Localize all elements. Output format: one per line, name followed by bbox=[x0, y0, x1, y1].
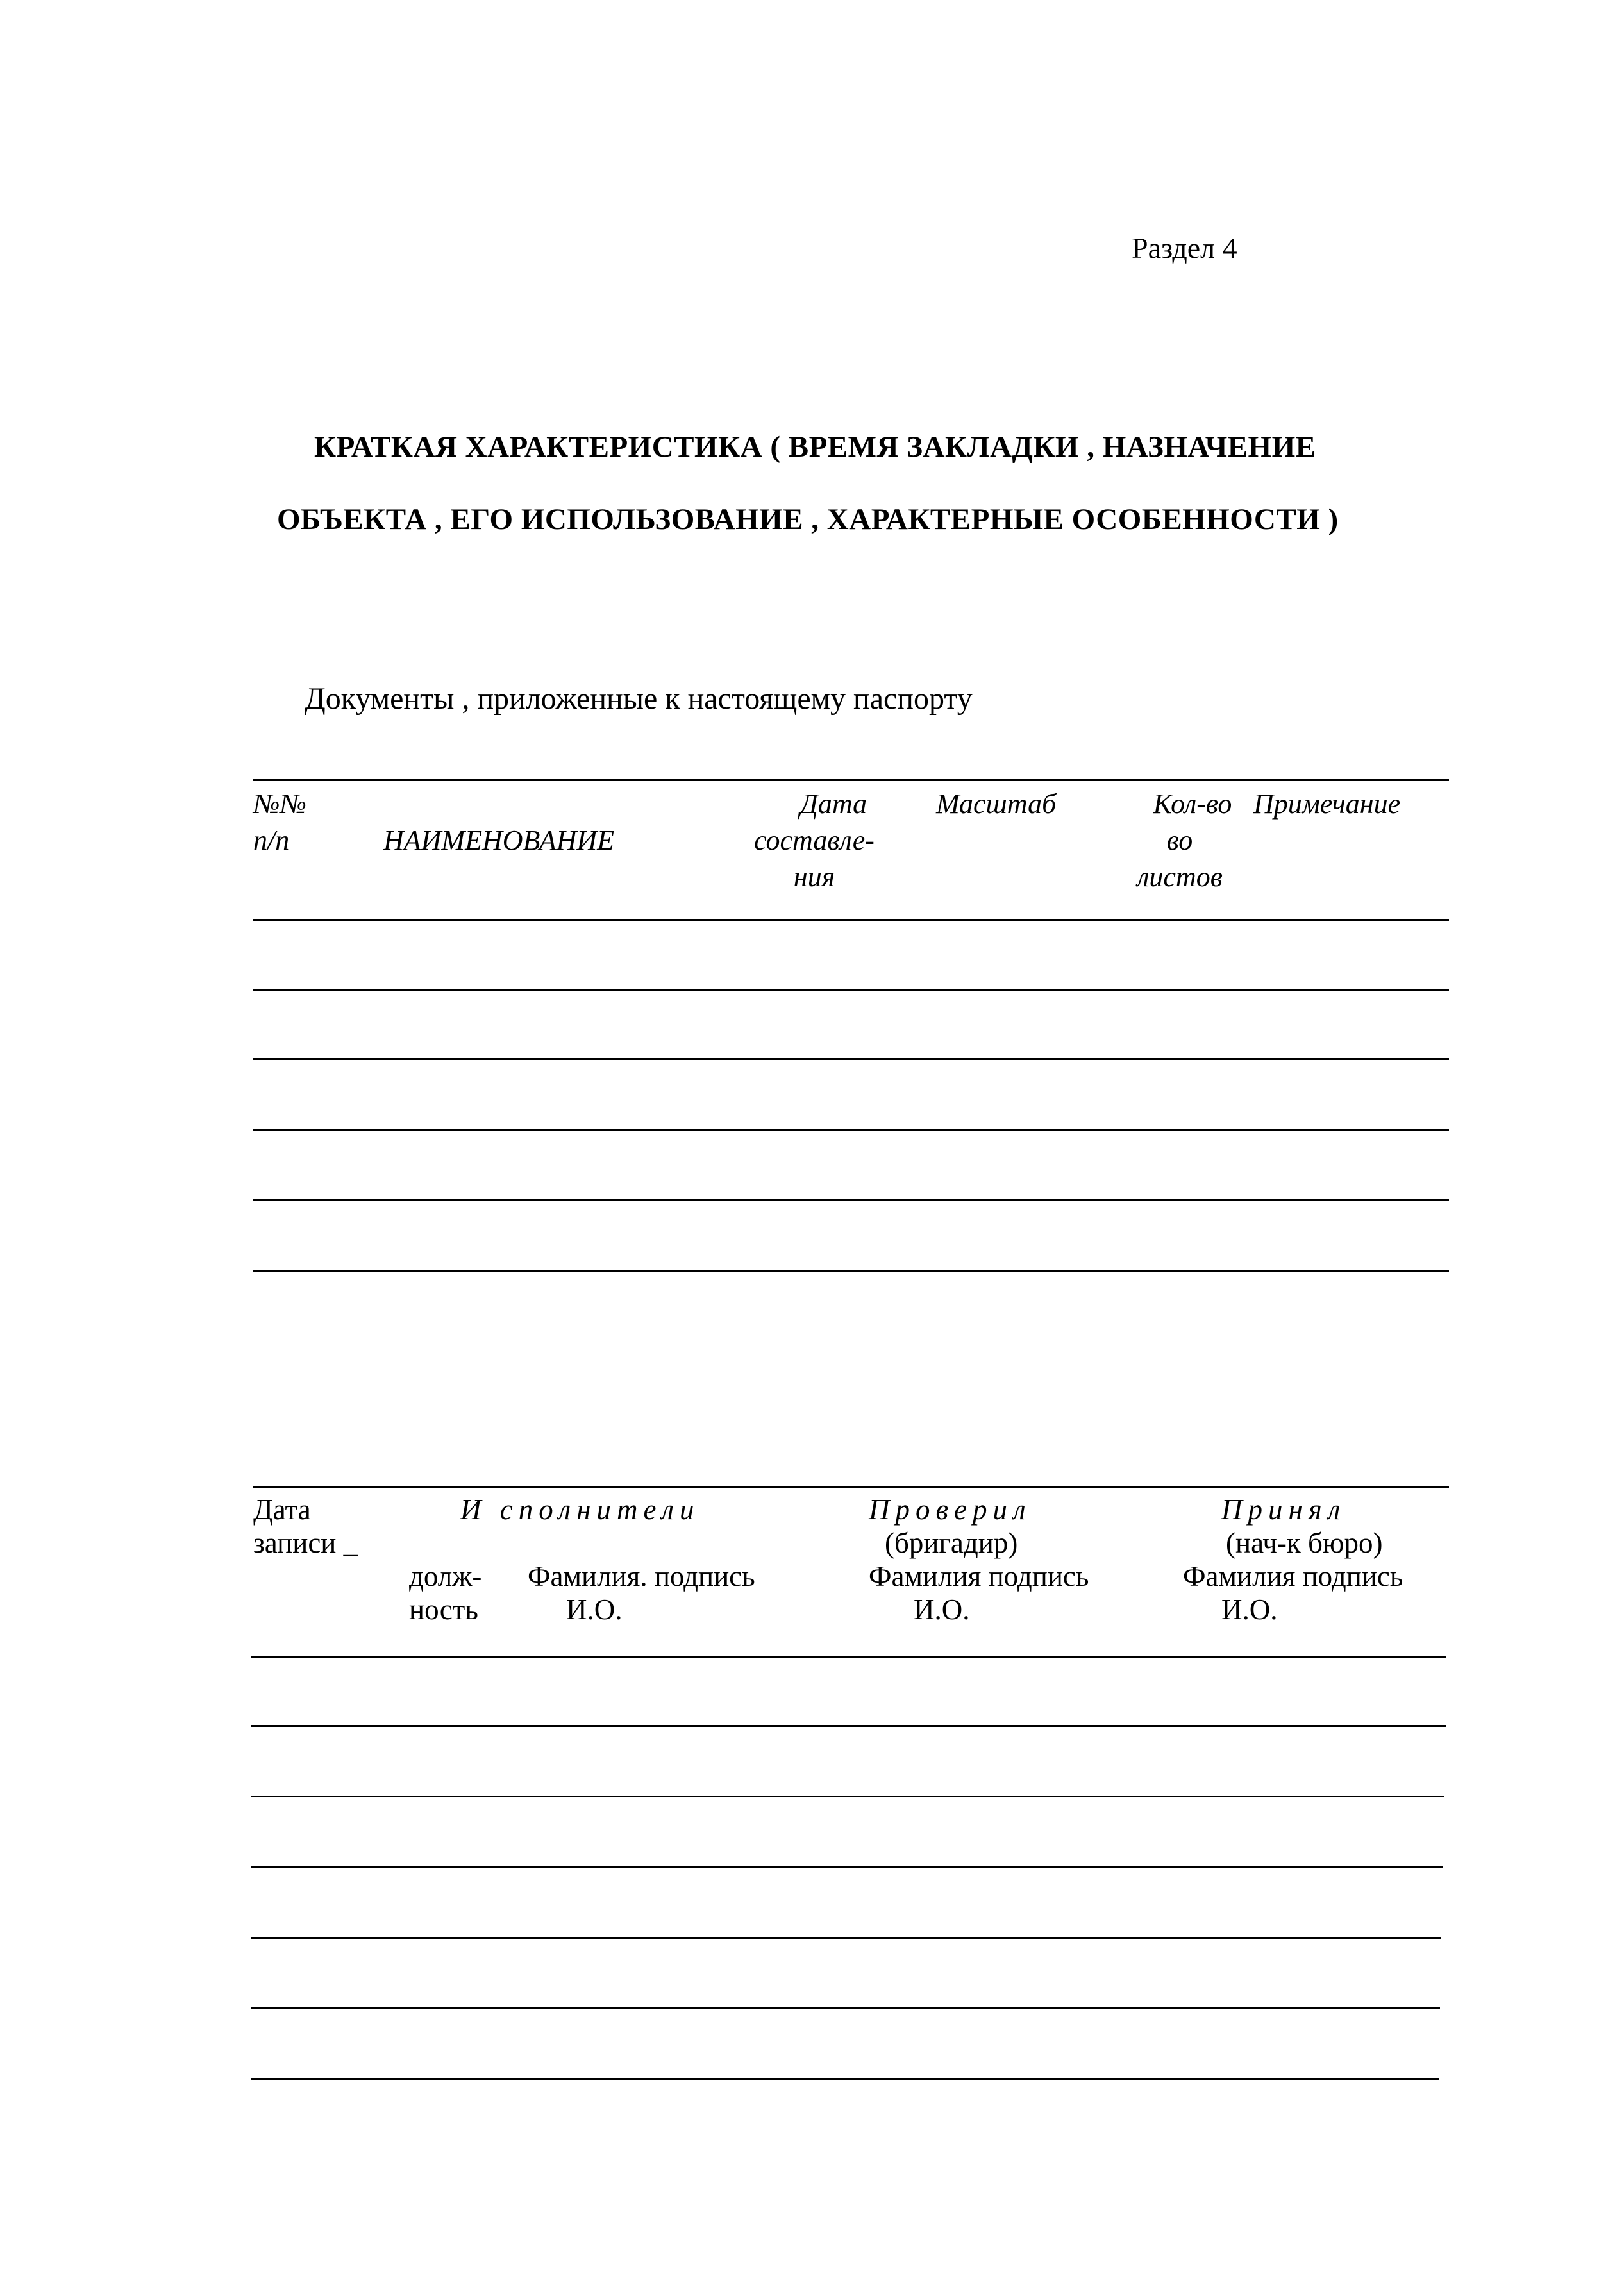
checked-title: Проверил bbox=[869, 1494, 1032, 1526]
checked-name-sign: Фамилия подпись И.О. bbox=[869, 1560, 1089, 1626]
table-row bbox=[251, 1937, 1441, 1939]
table-top-rule bbox=[253, 779, 1449, 781]
documents-caption: Документы , приложенные к настоящему паспорту bbox=[305, 682, 973, 716]
executors-position: долж- ность bbox=[409, 1560, 482, 1626]
table-row bbox=[251, 1725, 1446, 1727]
table-row bbox=[253, 919, 1449, 921]
page-title-line-1: КРАТКАЯ ХАРАКТЕРИСТИКА ( ВРЕМЯ ЗАКЛАДКИ , НАЗНАЧЕНИЕ bbox=[314, 430, 1316, 464]
sig-date-header: Дата записи _ bbox=[253, 1494, 358, 1559]
table-row bbox=[253, 1129, 1449, 1131]
header-num: №№ п/п bbox=[253, 788, 306, 856]
accepted-name-sign: Фамилия подпись И.О. bbox=[1183, 1560, 1403, 1626]
table-row bbox=[253, 1270, 1449, 1272]
accepted-role: (нач-к бюро) bbox=[1226, 1527, 1383, 1559]
header-scale: Масштаб bbox=[936, 788, 1057, 820]
table-row bbox=[251, 1656, 1446, 1658]
table-row bbox=[251, 2007, 1440, 2009]
accepted-title: Принял bbox=[1221, 1494, 1346, 1526]
header-name: НАИМЕНОВАНИЕ bbox=[383, 825, 615, 856]
checked-role: (бригадир) bbox=[885, 1527, 1018, 1559]
table-row bbox=[251, 1866, 1443, 1868]
signatures-top-rule bbox=[253, 1486, 1449, 1488]
table-row bbox=[253, 1058, 1449, 1060]
page-title-line-2: ОБЪЕКТА , ЕГО ИСПОЛЬЗОВАНИЕ , ХАРАКТЕРНЫЕ ОСОБЕННОСТИ ) bbox=[277, 503, 1339, 536]
table-row bbox=[253, 989, 1449, 991]
header-date: Дата составле- ния bbox=[754, 788, 875, 893]
table-row bbox=[253, 1199, 1449, 1201]
executors-title: И сполнители bbox=[460, 1494, 700, 1526]
table-row bbox=[251, 2078, 1439, 2080]
section-label: Раздел 4 bbox=[1132, 231, 1237, 264]
table-row bbox=[251, 1796, 1444, 1797]
executors-name-sign: Фамилия. подпись И.О. bbox=[528, 1560, 755, 1626]
header-count: Кол-во во листов bbox=[1137, 788, 1232, 893]
header-note: Примечание bbox=[1253, 788, 1401, 820]
